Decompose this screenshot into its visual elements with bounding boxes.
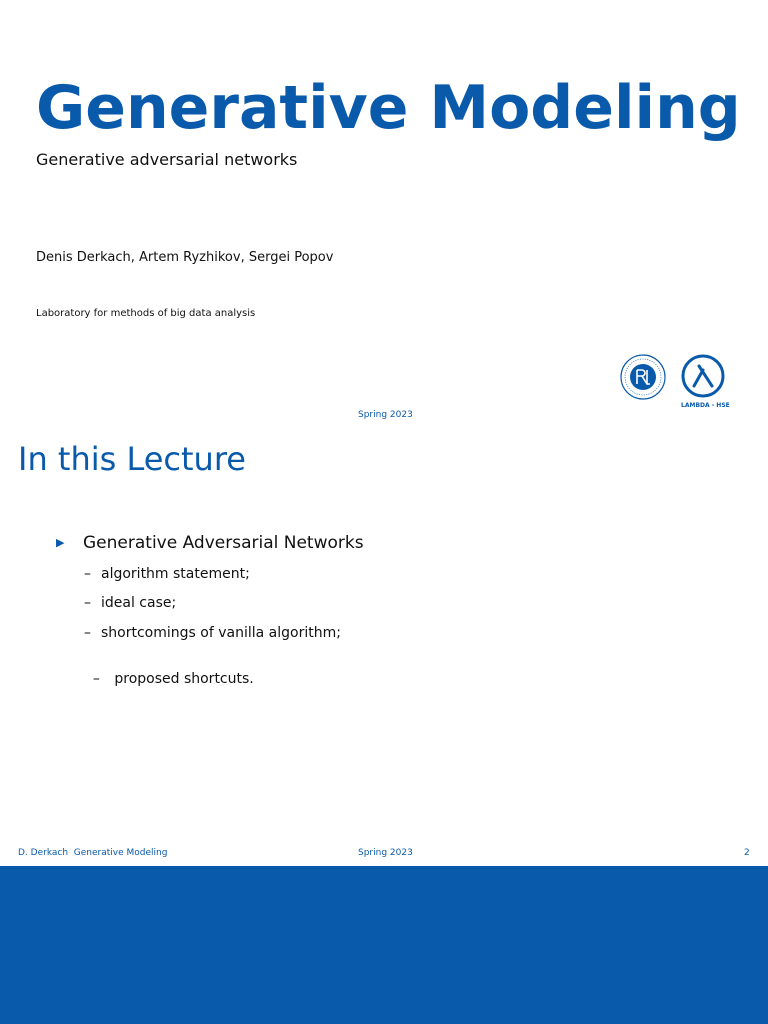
slide-title: Generative Modeling (36, 73, 741, 143)
page-number: 2 (744, 848, 750, 858)
slide-subtitle: Generative adversarial networks (36, 150, 298, 169)
sub-item-text: ideal case; (101, 595, 177, 611)
authors: Denis Derkach, Artem Ryzhikov, Sergei Popov (36, 250, 334, 265)
triangle-bullet-icon: ▶ (56, 536, 65, 549)
bullet-text: Generative Adversarial Networks (83, 533, 364, 553)
sub-item-text: shortcomings of vanilla algorithm; (101, 625, 341, 641)
sub-item: – proposed shortcuts. (92, 671, 254, 687)
lab-name: Laboratory for methods of big data analysis (36, 308, 256, 319)
footer-author: D. Derkach Generative Modeling (18, 848, 168, 858)
sub-item: – algorithm statement; (84, 566, 250, 582)
sub-item: – ideal case; (84, 595, 177, 611)
lecture-title: In this Lecture (18, 440, 246, 478)
bullet-item (56, 533, 364, 553)
slide1-date: Spring 2023 (358, 410, 413, 420)
next-slide-band (0, 866, 768, 1024)
sub-item: – shortcomings of vanilla algorithm; (84, 625, 341, 641)
footer-date: Spring 2023 (358, 848, 413, 858)
lambda-caption: LAMBDA - HSE (681, 402, 730, 409)
sub-item-text: proposed shortcuts. (109, 671, 254, 687)
hse-seal-icon (620, 354, 666, 400)
sub-item-text: algorithm statement; (101, 566, 250, 582)
